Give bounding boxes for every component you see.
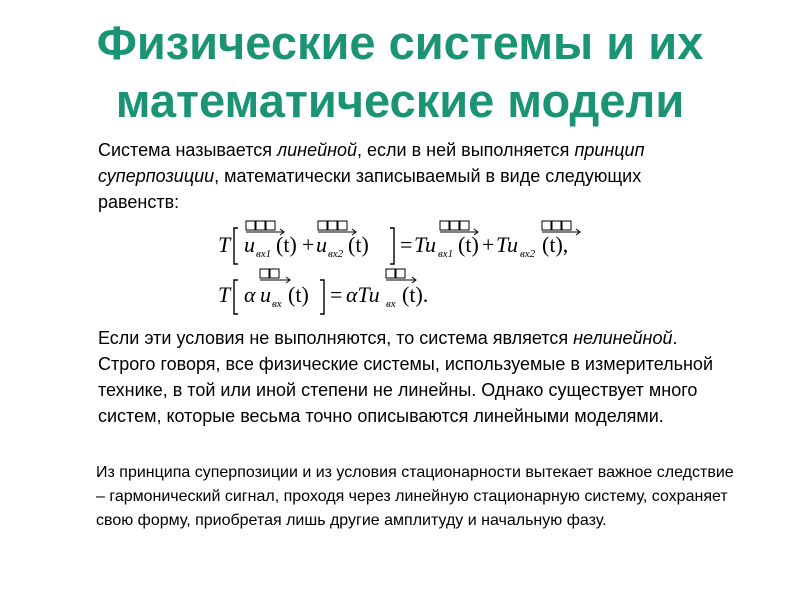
equation-2-graphic — [214, 268, 514, 316]
p1-text-2: , если в ней выполняется — [357, 140, 575, 160]
eq1-sub3: вх1 — [438, 248, 454, 260]
eq2-arg1: (t) — [288, 282, 309, 307]
eq2-alpha: α — [244, 282, 256, 307]
equation-superposition — [214, 220, 634, 264]
box-glyph — [256, 221, 265, 230]
p2-text-2: . Строго говоря, все физические системы, используемые в измерительной технике, в той или иной степени не линейны. Однако существует много систем, которые весьма точно описываются линейными моделями. — [98, 328, 713, 426]
term-linear: линейной — [277, 140, 358, 160]
eq1-left-bracket — [234, 228, 238, 264]
eq2-rhs: αTu — [346, 282, 380, 307]
equation-homogeneity — [214, 268, 634, 312]
paragraph-nonlinear — [98, 325, 738, 429]
eq1-u1: u — [244, 232, 255, 257]
term-superposition: принцип суперпозиции — [98, 140, 645, 186]
eq2-sub1: вх — [272, 298, 282, 310]
eq1-plus2: + — [482, 232, 495, 257]
box-glyph — [552, 221, 561, 230]
eq2-left-bracket — [234, 280, 238, 314]
paragraph-linear-definition — [98, 137, 718, 215]
term-nonlinear: нелинейной — [573, 328, 673, 348]
eq2-right-bracket — [320, 280, 324, 314]
box-glyph — [266, 221, 275, 230]
p1-text-3: , математически записываемый в виде следующих равенств: — [98, 166, 642, 212]
eq1-arg2: (t) — [348, 232, 369, 257]
eq2-sub2: вх — [386, 298, 396, 310]
eq1-arg1: (t) — [276, 232, 297, 257]
eq2-vector-marks — [260, 269, 416, 283]
box-glyph — [338, 221, 347, 230]
p1-text-1: Система называется — [98, 140, 278, 160]
eq1-Tu1: Tu — [414, 232, 437, 257]
eq1-right-bracket — [390, 228, 394, 264]
eq2-T: T — [218, 282, 231, 307]
title-line-2: математические модели — [115, 74, 685, 127]
eq1-equals: = — [400, 232, 413, 257]
p2-text-1: Если эти условия не выполняются, то система является — [98, 328, 574, 348]
eq2-equals: = — [330, 282, 343, 307]
box-glyph — [260, 269, 269, 278]
eq1-u2: u — [316, 232, 327, 257]
eq1-sub4: вх2 — [520, 248, 536, 260]
eq2-arg2: (t). — [402, 282, 429, 307]
eq1-T: T — [218, 232, 231, 257]
box-glyph — [450, 221, 459, 230]
box-glyph — [328, 221, 337, 230]
box-glyph — [318, 221, 327, 230]
box-glyph — [542, 221, 551, 230]
eq1-sub2: вх2 — [328, 248, 344, 260]
box-glyph — [562, 221, 571, 230]
eq1-Tu2: Tu — [496, 232, 519, 257]
title-line-1: Физические системы и их — [96, 16, 704, 69]
box-glyph — [396, 269, 405, 278]
paragraph-harmonic-signal: Из принципа суперпозиции и из условия стационарности вытекает важное следствие – гармонический сигнал, проходя через линейную стационарную систему, сохраняет свою форму, приобретая лишь другие амплитуду и начальную фазу. — [96, 464, 734, 529]
eq1-arg4: (t), — [542, 232, 569, 257]
box-glyph — [460, 221, 469, 230]
equation-1-graphic — [214, 220, 634, 268]
eq1-sub1: вх1 — [256, 248, 272, 260]
box-glyph — [270, 269, 279, 278]
eq2-u: u — [260, 282, 271, 307]
box-glyph — [440, 221, 449, 230]
eq1-arg3: (t) — [458, 232, 479, 257]
eq1-plus: + — [302, 232, 315, 257]
box-glyph — [386, 269, 395, 278]
slide-title — [0, 14, 800, 130]
box-glyph — [246, 221, 255, 230]
